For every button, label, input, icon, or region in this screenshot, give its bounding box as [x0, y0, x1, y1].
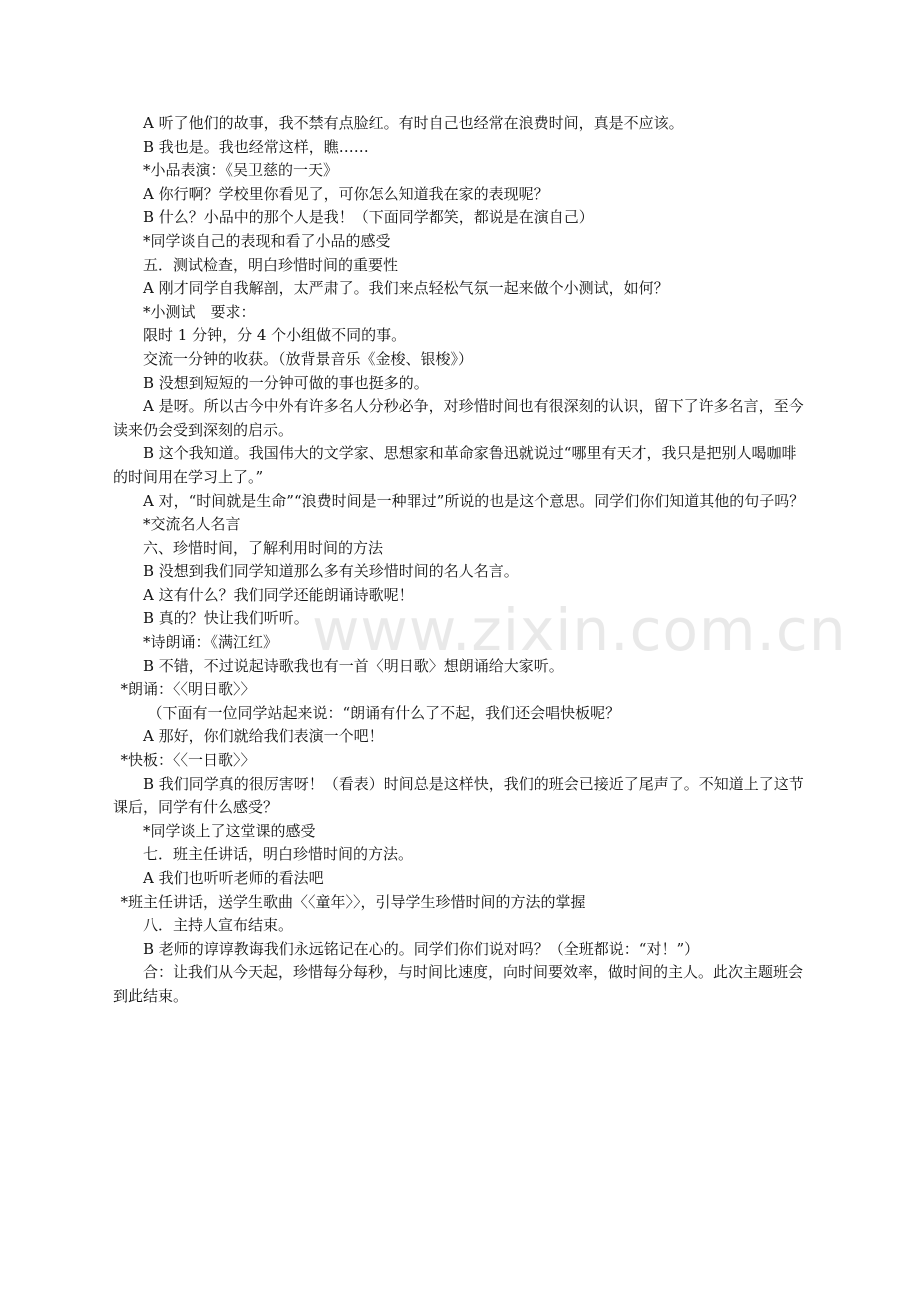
paragraph: A 你行啊？学校里你看见了，可你怎么知道我在家的表现呢？: [143, 184, 549, 203]
paragraph: *班主任讲话，送学生歌曲〈〈童年〉〉，引导学生珍惜时间的方法的掌握: [120, 892, 586, 911]
paragraph: *同学谈自己的表现和看了小品的感受: [143, 231, 391, 250]
paragraph: *诗朗诵：《满江红》: [143, 633, 279, 652]
paragraph: B 没想到短短的一分钟可做的事也挺多的。: [143, 373, 429, 392]
paragraph: 合：让我们从今天起，珍惜每分每秒，与时间比速度，向时间要效率，做时间的主人。此次主题班会到此结束。: [113, 963, 804, 1005]
paragraph: *小品表演：《吴卫慈的一天》: [143, 161, 339, 180]
paragraph: *同学谈上了这堂课的感受: [143, 821, 316, 840]
paragraph: A 刚才同学自我解剖，太严肃了。我们来点轻松气氛一起来做个小测试，如何？: [143, 279, 669, 298]
paragraph: B 这个我知道。我国伟大的文学家、思想家和革命家鲁迅就说过“哪里有天才，我只是把别人喝咖啡的时间用在学习上了。”: [113, 444, 797, 486]
paragraph: *小测试 要求：: [143, 302, 256, 321]
document-body: [113, 112, 810, 1009]
paragraph: *朗诵：〈〈明日歌〉〉: [120, 680, 256, 699]
paragraph: A 这有什么？我们同学还能朗诵诗歌呢！: [143, 585, 414, 604]
section-heading: 八．主持人宣布结束。: [143, 916, 294, 935]
paragraph: （下面有一位同学站起来说：“朗诵有什么了不起，我们还会唱快板呢？: [147, 703, 621, 722]
paragraph: B 什么？小品中的那个人是我！（下面同学都笑，都说是在演自己）: [143, 208, 594, 227]
paragraph: A 对，“时间就是生命”“浪费时间是一种罪过”所说的也是这个意思。同学们你们知道其他的句子吗？: [143, 491, 805, 510]
paragraph: A 是呀。所以古今中外有许多名人分秒必争，对珍惜时间也有很深刻的认识，留下了许多名言，至今读来仍会受到深刻的启示。: [113, 397, 804, 439]
paragraph: *交流名人名言: [143, 515, 241, 534]
paragraph: A 我们也听听老师的看法吧: [143, 869, 324, 887]
paragraph: A 听了他们的故事，我不禁有点脸红。有时自己也经常在浪费时间，真是不应该。: [143, 114, 684, 132]
paragraph: 交流一分钟的收获。（放背景音乐《金梭、银梭》）: [143, 349, 474, 368]
paragraph: *快板：〈〈一日歌〉〉: [120, 751, 256, 770]
paragraph: B 真的？快让我们听听。: [143, 609, 309, 628]
paragraph: B 我也是。我也经常这样，瞧……: [143, 137, 369, 156]
paragraph: A 那好，你们就给我们表演一个吧！: [143, 727, 384, 746]
paragraph: B 没想到我们同学知道那么多有关珍惜时间的名人名言。: [143, 562, 519, 581]
section-heading: 六、珍惜时间，了解利用时间的方法: [143, 538, 384, 557]
paragraph: B 我们同学真的很厉害呀！（看表）时间总是这样快，我们的班会已接近了尾声了。不知道上了这节课后，同学有什么感受？: [113, 774, 804, 817]
watermark: www.zixin.com.cn: [312, 596, 847, 664]
paragraph: B 老师的谆谆教诲我们永远铭记在心的。同学们你们说对吗？（全班都说：“对！”）: [143, 939, 700, 958]
paragraph: B 不错，不过说起诗歌我也有一首〈明日歌〉想朗诵给大家听。: [143, 656, 564, 675]
paragraph: 限时 1 分钟，分 4 个小组做不同的事。: [143, 326, 407, 345]
section-heading: 五．测试检查，明白珍惜时间的重要性: [143, 255, 399, 274]
section-heading: 七．班主任讲话，明白珍惜时间的方法。: [143, 845, 414, 864]
